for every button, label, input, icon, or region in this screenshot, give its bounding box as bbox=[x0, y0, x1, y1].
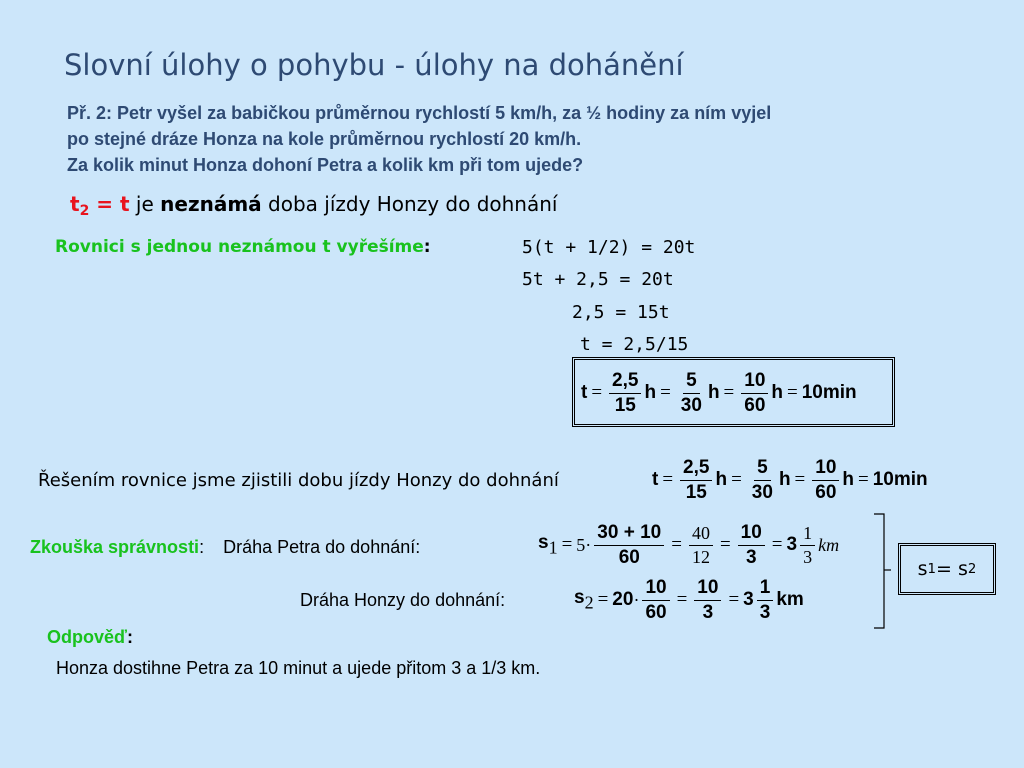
boxed-formula: t = $\frac{2,5}{15}$ h = $\frac{5}{30}$ h = $\frac{10}{60}$ h = 10min bbox=[581, 369, 857, 416]
check-label: Zkouška správnosti: Dráha Petra do dohnání: bbox=[30, 537, 421, 557]
equation-3: 2,5 = 15t bbox=[572, 302, 670, 323]
equation-1: 5(t + 1/2) = 20t bbox=[522, 237, 696, 258]
solve-label: Rovnici s jednou neznámou t vyřešíme: bbox=[55, 237, 431, 257]
answer-text: Honza dostihne Petra za 10 minut a ujede přitom 3 a 1/3 km. bbox=[56, 658, 541, 678]
boxed-result bbox=[572, 357, 895, 427]
equation-2: 5t + 2,5 = 20t bbox=[522, 269, 674, 290]
conclusion-box: s 1 = s 2 bbox=[898, 543, 996, 595]
unknown-neznama: neznámá bbox=[160, 192, 262, 216]
page-title: Slovní úlohy o pohybu - úlohy na dohánění bbox=[64, 48, 684, 82]
unknown-rest: doba jízdy Honzy do dohnání bbox=[268, 192, 558, 216]
result-text: Řešením rovnice jsme zjistili dobu jízdy Honzy do dohnání bbox=[38, 470, 559, 491]
problem-statement bbox=[67, 100, 771, 178]
petr-formula: s1 = 5 · $\frac{30 + 10}{60}$ = $\frac{40}{12}$ = $\frac{10}{3}$ = 3 1 3 km bbox=[538, 521, 840, 568]
honza-formula: s2 = 20 · $\frac{10}{60}$ = $\frac{10}{3}$ = 3 1 3 km bbox=[574, 576, 804, 623]
unknown-je: je bbox=[135, 192, 154, 216]
problem-line-1: Př. 2: Petr vyšel za babičkou průměrnou rychlostí 5 km/h, za ½ hodiny za ním vyjel bbox=[67, 103, 772, 123]
honza-label: Dráha Honzy do dohnání: bbox=[300, 590, 506, 610]
problem-line-3: Za kolik minut Honza dohoní Petra a kolik km při tom ujede? bbox=[67, 155, 584, 175]
problem-line-2: po stejné dráze Honza na kole průměrnou rychlostí 20 km/h. bbox=[67, 129, 582, 149]
result-formula: t = $\frac{2,5}{15}$ h = $\frac{5}{30}$ h = $\frac{10}{60}$ h = 10min bbox=[652, 456, 928, 503]
equation-4: t = 2,5/15 bbox=[580, 334, 689, 355]
petr-label: Dráha Petra do dohnání: bbox=[223, 537, 421, 557]
right-bracket bbox=[872, 512, 892, 630]
unknown-definition bbox=[70, 192, 557, 219]
unknown-var: $t_2 = t$ bbox=[70, 192, 130, 220]
answer-label: Odpověď: bbox=[47, 627, 133, 647]
